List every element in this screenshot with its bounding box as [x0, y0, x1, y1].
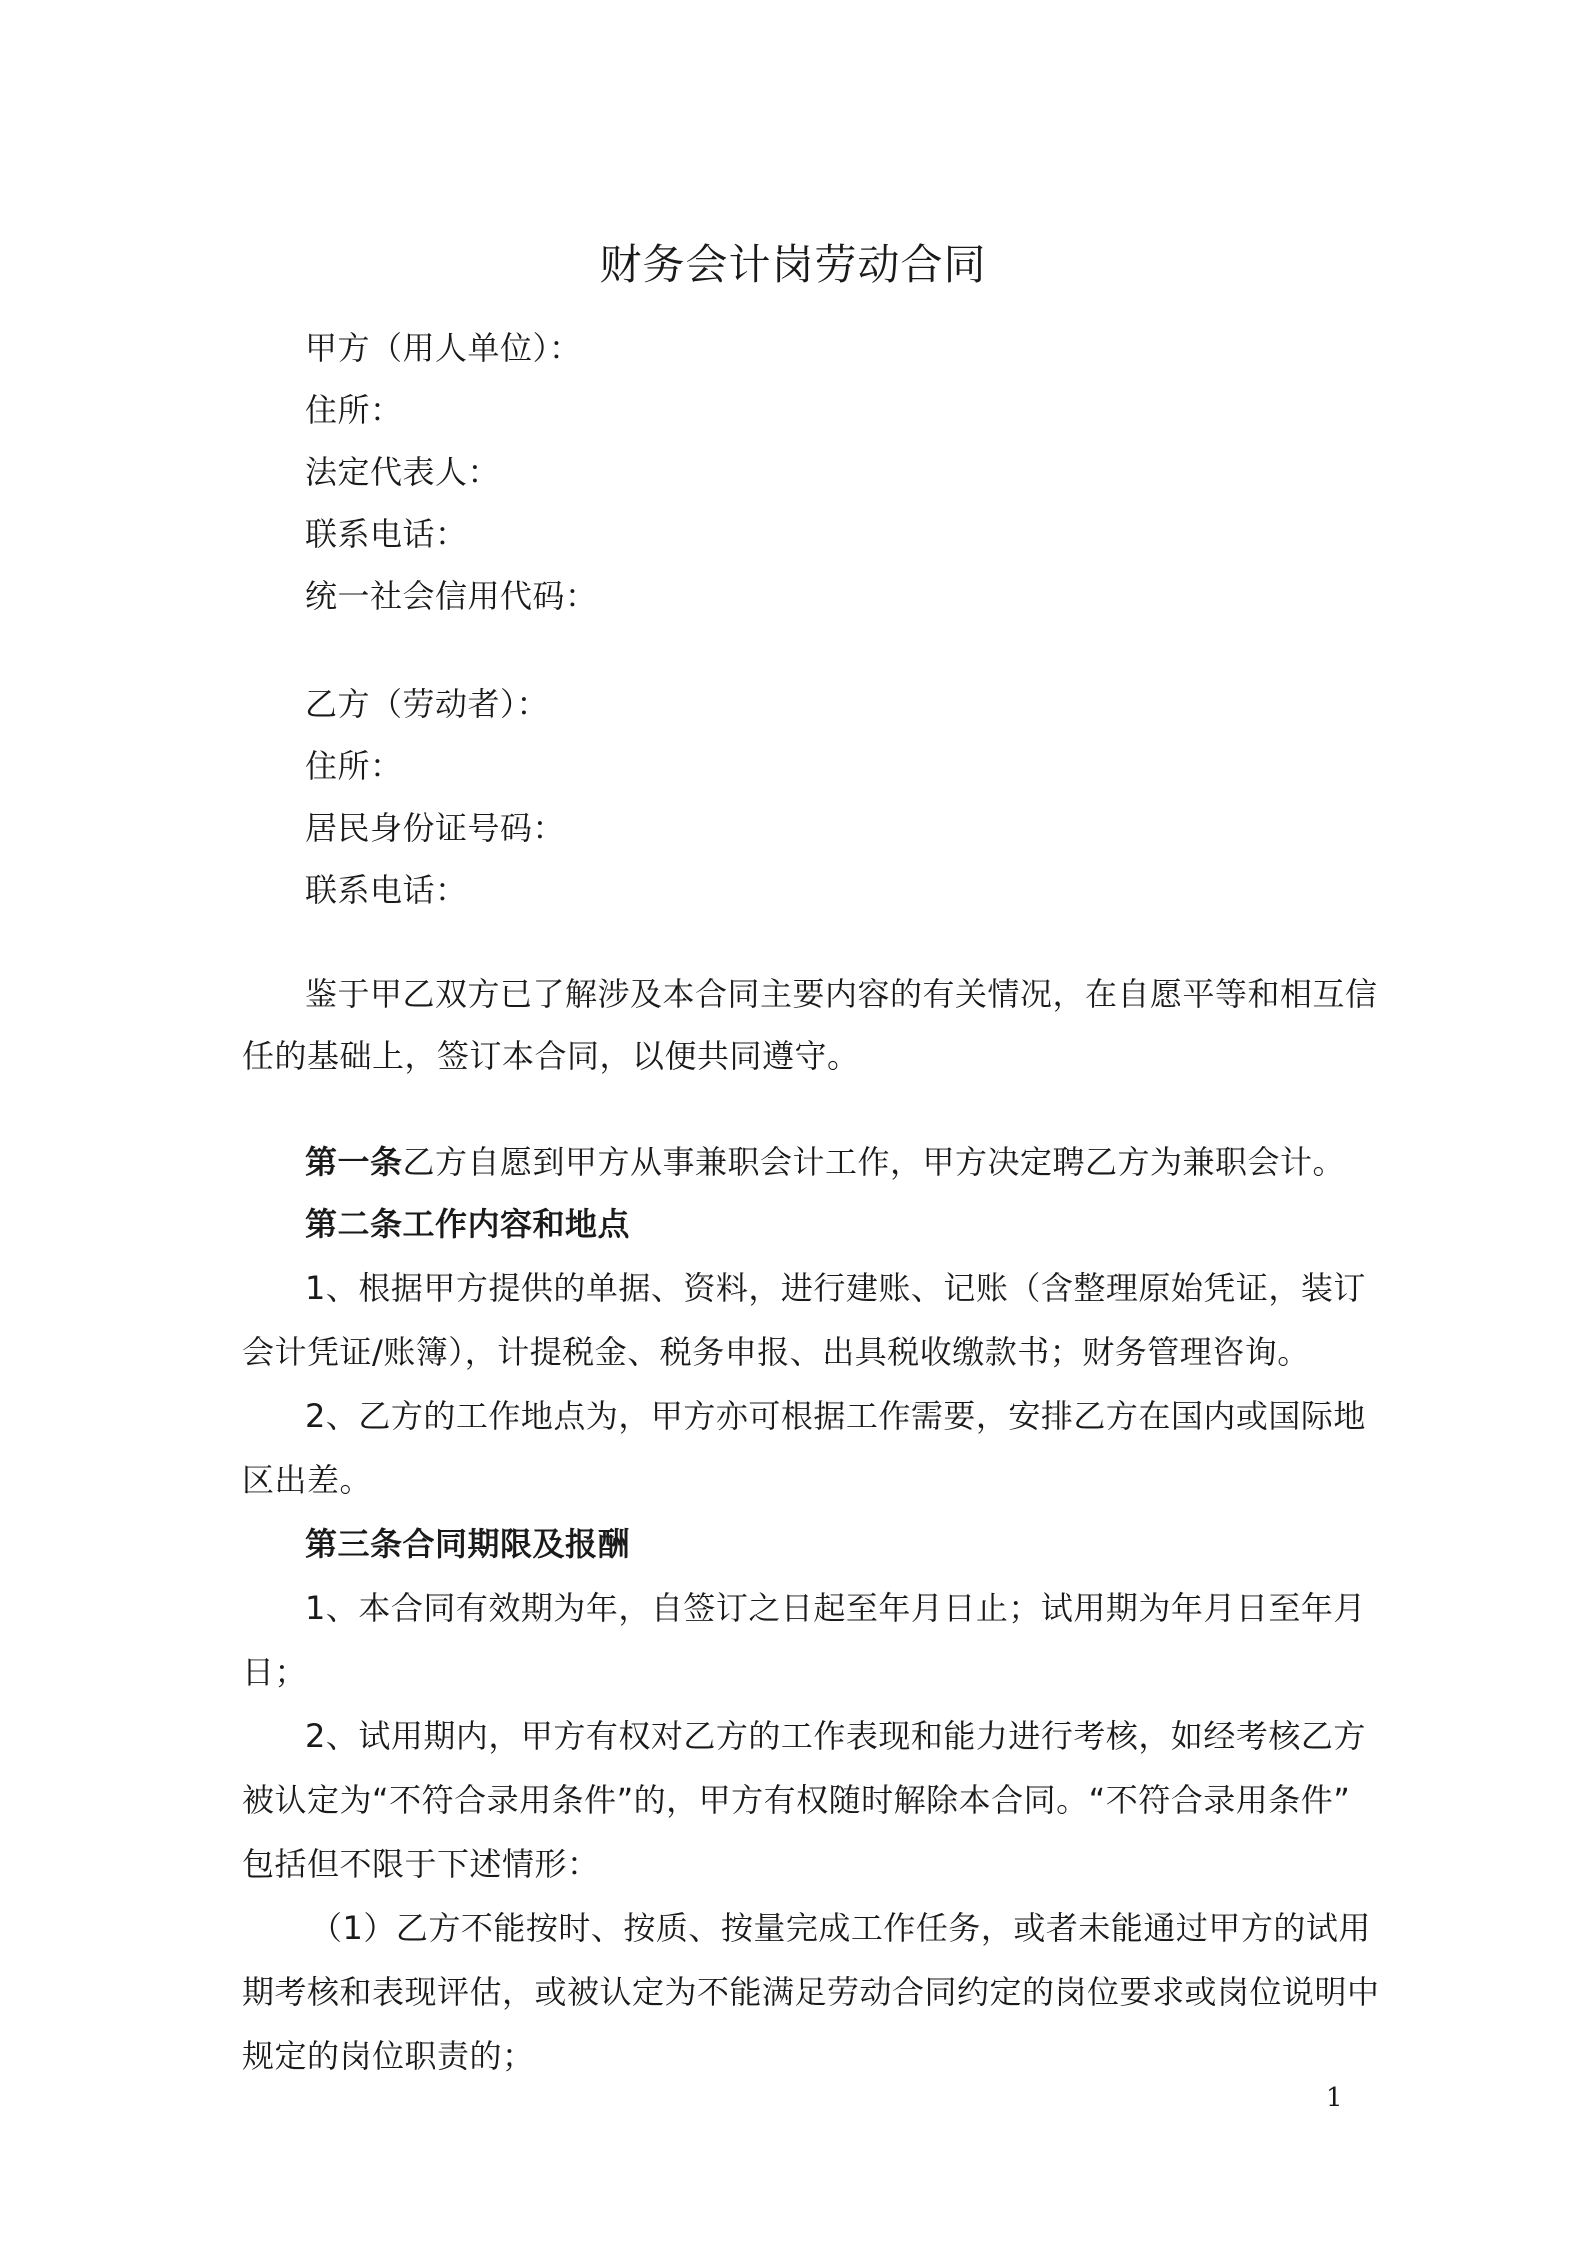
article-3-heading: 第三条合同期限及报酬 — [305, 1525, 631, 1563]
article-3-item-2-line-1: 2、试用期内，甲方有权对乙方的工作表现和能力进行考核，如经考核乙方 — [305, 1717, 1366, 1755]
article-3-item-2-line-3: 包括但不限于下述情形： — [242, 1845, 600, 1883]
party-b-id-number: 居民身份证号码： — [305, 809, 566, 847]
article-2-item-1-line-1: 1、根据甲方提供的单据、资料，进行建账、记账（含整理原始凭证，装订 — [305, 1269, 1366, 1307]
party-a-phone: 联系电话： — [305, 515, 468, 553]
article-3-item-2-line-2: 被认定为“不符合录用条件”的，甲方有权随时解除本合同。“不符合录用条件” — [242, 1781, 1351, 1819]
article-2-item-1-line-2: 会计凭证/账簿），计提税金、税务申报、出具税收缴款书；财务管理咨询。 — [242, 1333, 1310, 1371]
preamble-line-1: 鉴于甲乙双方已了解涉及本合同主要内容的有关情况，在自愿平等和相互信 — [305, 975, 1378, 1013]
article-2-item-2-line-1: 2、乙方的工作地点为，甲方亦可根据工作需要，安排乙方在国内或国际地 — [305, 1397, 1366, 1435]
party-b-address: 住所： — [305, 747, 403, 785]
article-2-item-2-line-2: 区出差。 — [242, 1461, 373, 1499]
page-number: 1 — [1326, 2083, 1343, 2113]
party-b-heading: 乙方（劳动者）： — [305, 685, 550, 723]
article-1-heading: 第一条 — [305, 1143, 403, 1181]
party-a-credit-code: 统一社会信用代码： — [305, 577, 598, 615]
document-title: 财务会计岗劳动合同 — [599, 240, 987, 289]
article-1 — [305, 1140, 1345, 1184]
party-b-phone: 联系电话： — [305, 871, 468, 909]
party-a-address: 住所： — [305, 391, 403, 429]
article-3-item-1-line-2: 日； — [242, 1653, 308, 1691]
article-3-sub-1-line-3: 规定的岗位职责的； — [242, 2037, 535, 2075]
article-3-sub-1-line-2: 期考核和表现评估，或被认定为不能满足劳动合同约定的岗位要求或岗位说明中 — [242, 1973, 1380, 2011]
party-a-heading: 甲方（用人单位）： — [305, 329, 582, 367]
article-1-text: 乙方自愿到甲方从事兼职会计工作，甲方决定聘乙方为兼职会计。 — [402, 1143, 1346, 1181]
preamble-line-2: 任的基础上，签订本合同，以便共同遵守。 — [242, 1037, 860, 1075]
article-3-item-1-line-1: 1、本合同有效期为年，自签订之日起至年月日止；试用期为年月日至年月 — [305, 1589, 1366, 1627]
party-a-legal-rep: 法定代表人： — [305, 453, 501, 491]
article-3-sub-1-line-1: （1）乙方不能按时、按质、按量完成工作任务，或者未能通过甲方的试用 — [310, 1909, 1371, 1947]
article-2-heading: 第二条工作内容和地点 — [305, 1205, 631, 1243]
